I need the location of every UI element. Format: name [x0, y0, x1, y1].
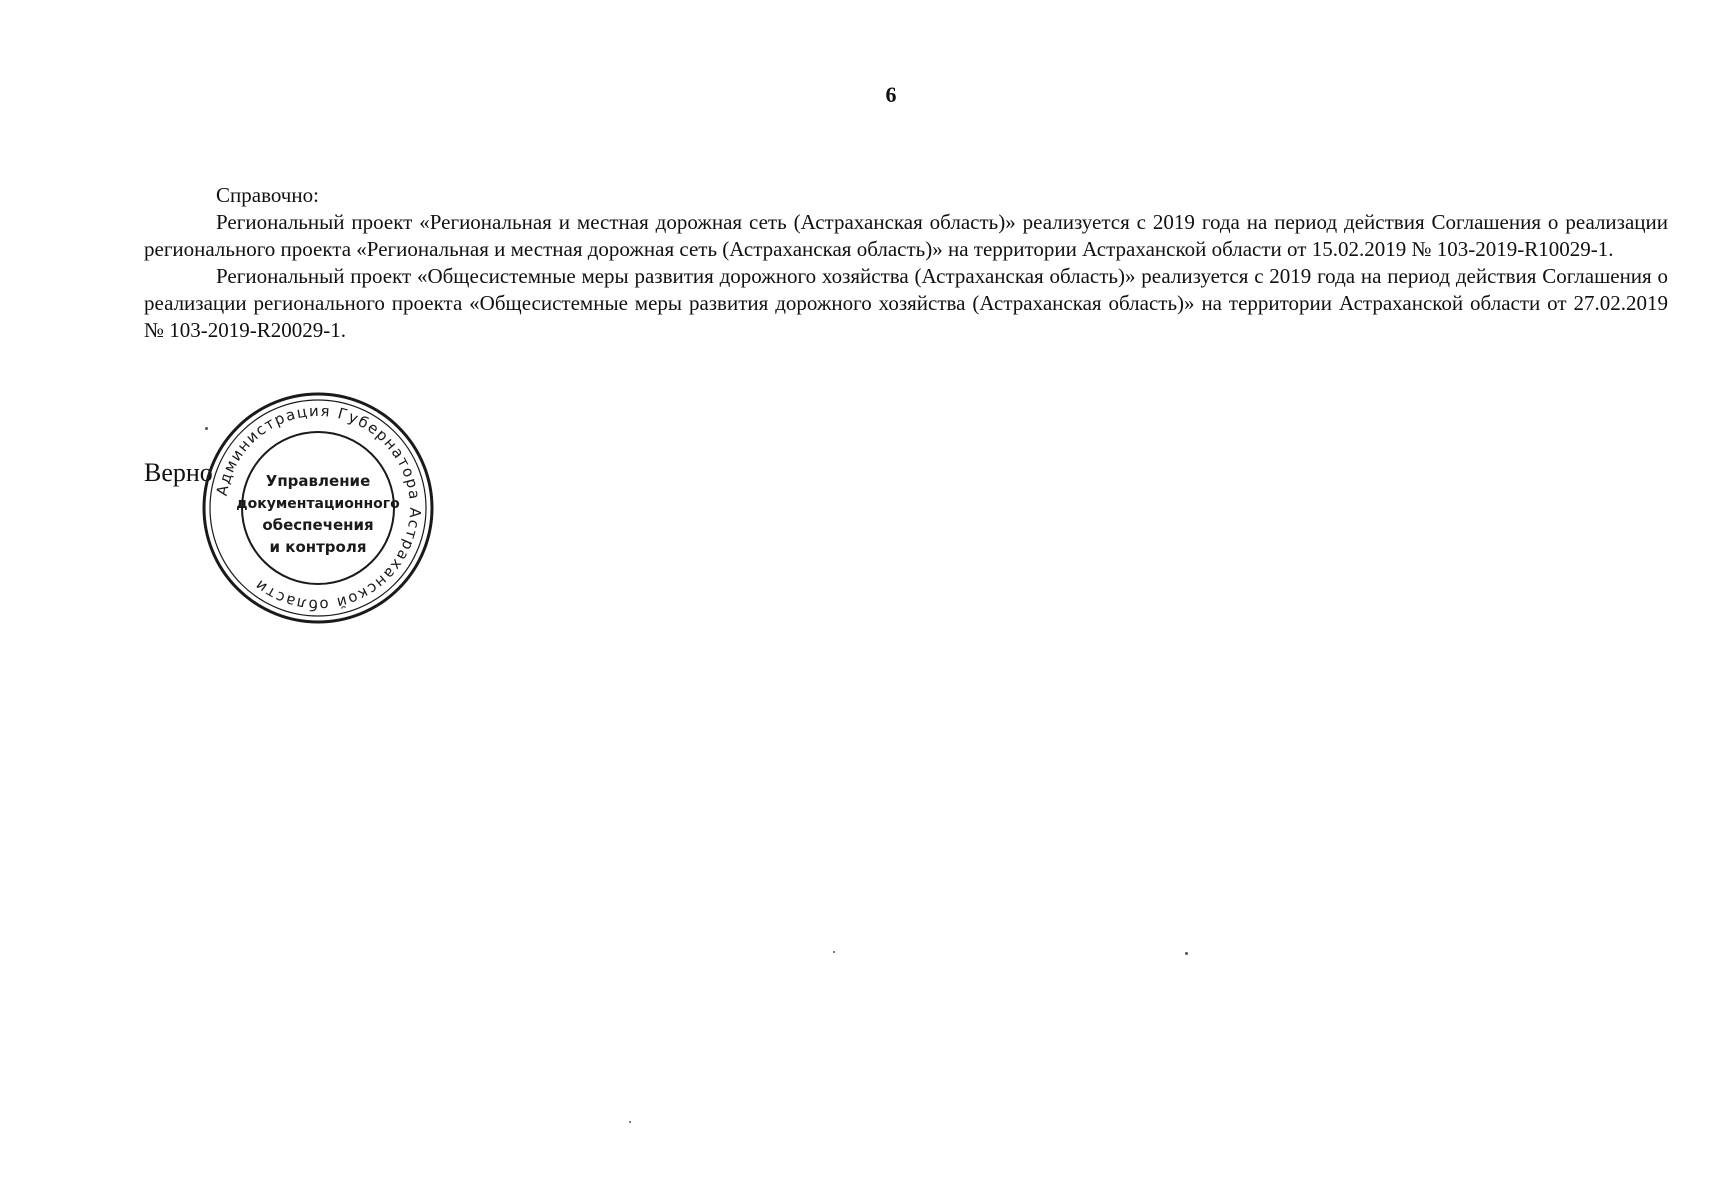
scan-speck: [833, 951, 835, 953]
scan-speck: [1185, 952, 1188, 955]
seal-graphic: [200, 390, 436, 626]
reference-block: [144, 182, 1668, 344]
seal-center-line-4: и контроля: [269, 538, 367, 556]
scan-speck: [205, 427, 208, 430]
seal-center-line-2: документационного: [236, 496, 400, 512]
reference-paragraph-1: Региональный проект «Региональная и местная дорожная сеть (Астраханская область)» реализуется с 2019 года на период действия Соглашения о реализации регионального проекта «Региональная и местная дорожная сеть (Астраханская область)» на территории Астраханской области от 15.02.2019 № 103-2019-R10029-1.: [144, 210, 1668, 261]
scan-speck: [629, 1121, 631, 1123]
seal-center-line-3: обеспечения: [262, 516, 374, 534]
official-seal: [200, 390, 436, 626]
seal-ring-text: Администрация Губернатора Астраханской области: [212, 401, 425, 615]
reference-heading: Справочно:: [216, 183, 319, 207]
seal-center-line-1: Управление: [265, 472, 371, 490]
reference-paragraph-2: Региональный проект «Общесистемные меры развития дорожного хозяйства (Астраханская область)» реализуется с 2019 года на период действия Соглашения о реализации регионального проекта «Общесистемные меры развития дорожного хозяйства (Астраханская область)» на территории Астраханской области от 27.02.2019 № 103-2019-R20029-1.: [144, 264, 1668, 342]
certification-label: Верно: [144, 458, 213, 487]
page-number: 6: [885, 82, 897, 107]
